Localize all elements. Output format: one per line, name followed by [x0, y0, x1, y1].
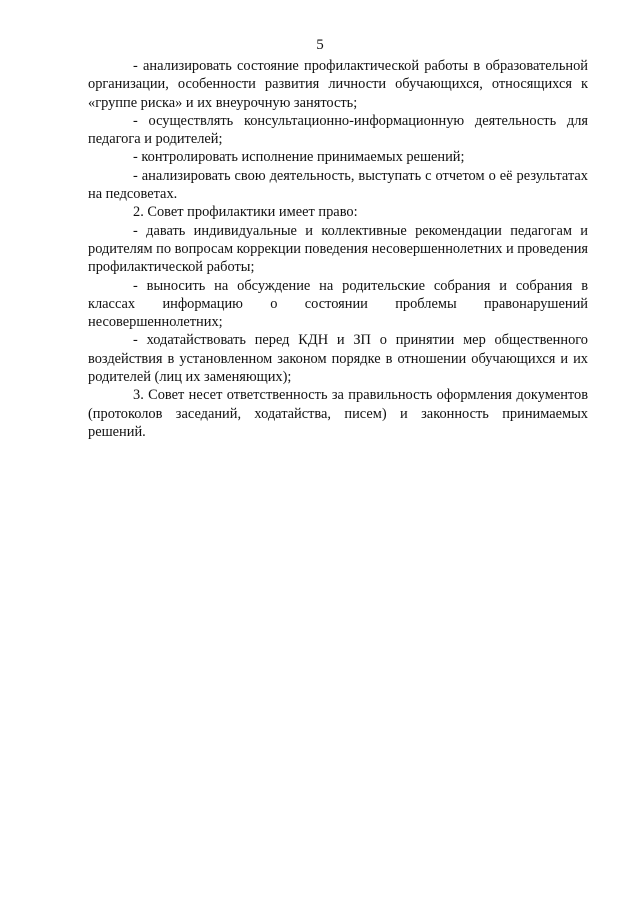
paragraph-control-decisions: - контролировать исполнение принимаемых решений;	[133, 149, 465, 166]
document-body	[88, 57, 588, 441]
paragraph-responsibility: 3. Совет несет ответственность за правильность оформления документов (протоколов заседаний, ходатайства, писем) и законность принимаемых решений.	[88, 387, 588, 440]
paragraph-self-analysis: - анализировать свою деятельность, выступать с отчетом о её результатах на педсоветах.	[88, 167, 588, 203]
paragraph-petition: - ходатайствовать перед КДН и ЗП о принятии мер общественного воздействия в установленном законом порядке в отношении обучающихся и их родителей (лиц их заменяющих);	[88, 332, 588, 386]
paragraph-analyze-prevention: - анализировать состояние профилактической работы в образовательной организации, особенности развития личности обучающихся, относящихся к «группе риска» и их внеурочную занятость;	[88, 58, 588, 111]
paragraph-consulting: - осуществлять консультационно-информационную деятельность для педагога и родителей;	[88, 112, 588, 148]
paragraph-parent-meetings: - выносить на обсуждение на родительские собрания и собрания в классах информацию о состоянии проблемы правонарушений несовершеннолетних;	[88, 277, 588, 331]
paragraph-recommendations: - давать индивидуальные и коллективные рекомендации педагогам и родителям по вопросам коррекции поведения несовершеннолетних и проведения профилактической работы;	[88, 222, 589, 276]
section-heading-rights: 2. Совет профилактики имеет право:	[133, 204, 358, 221]
page-number: 5	[316, 37, 324, 53]
